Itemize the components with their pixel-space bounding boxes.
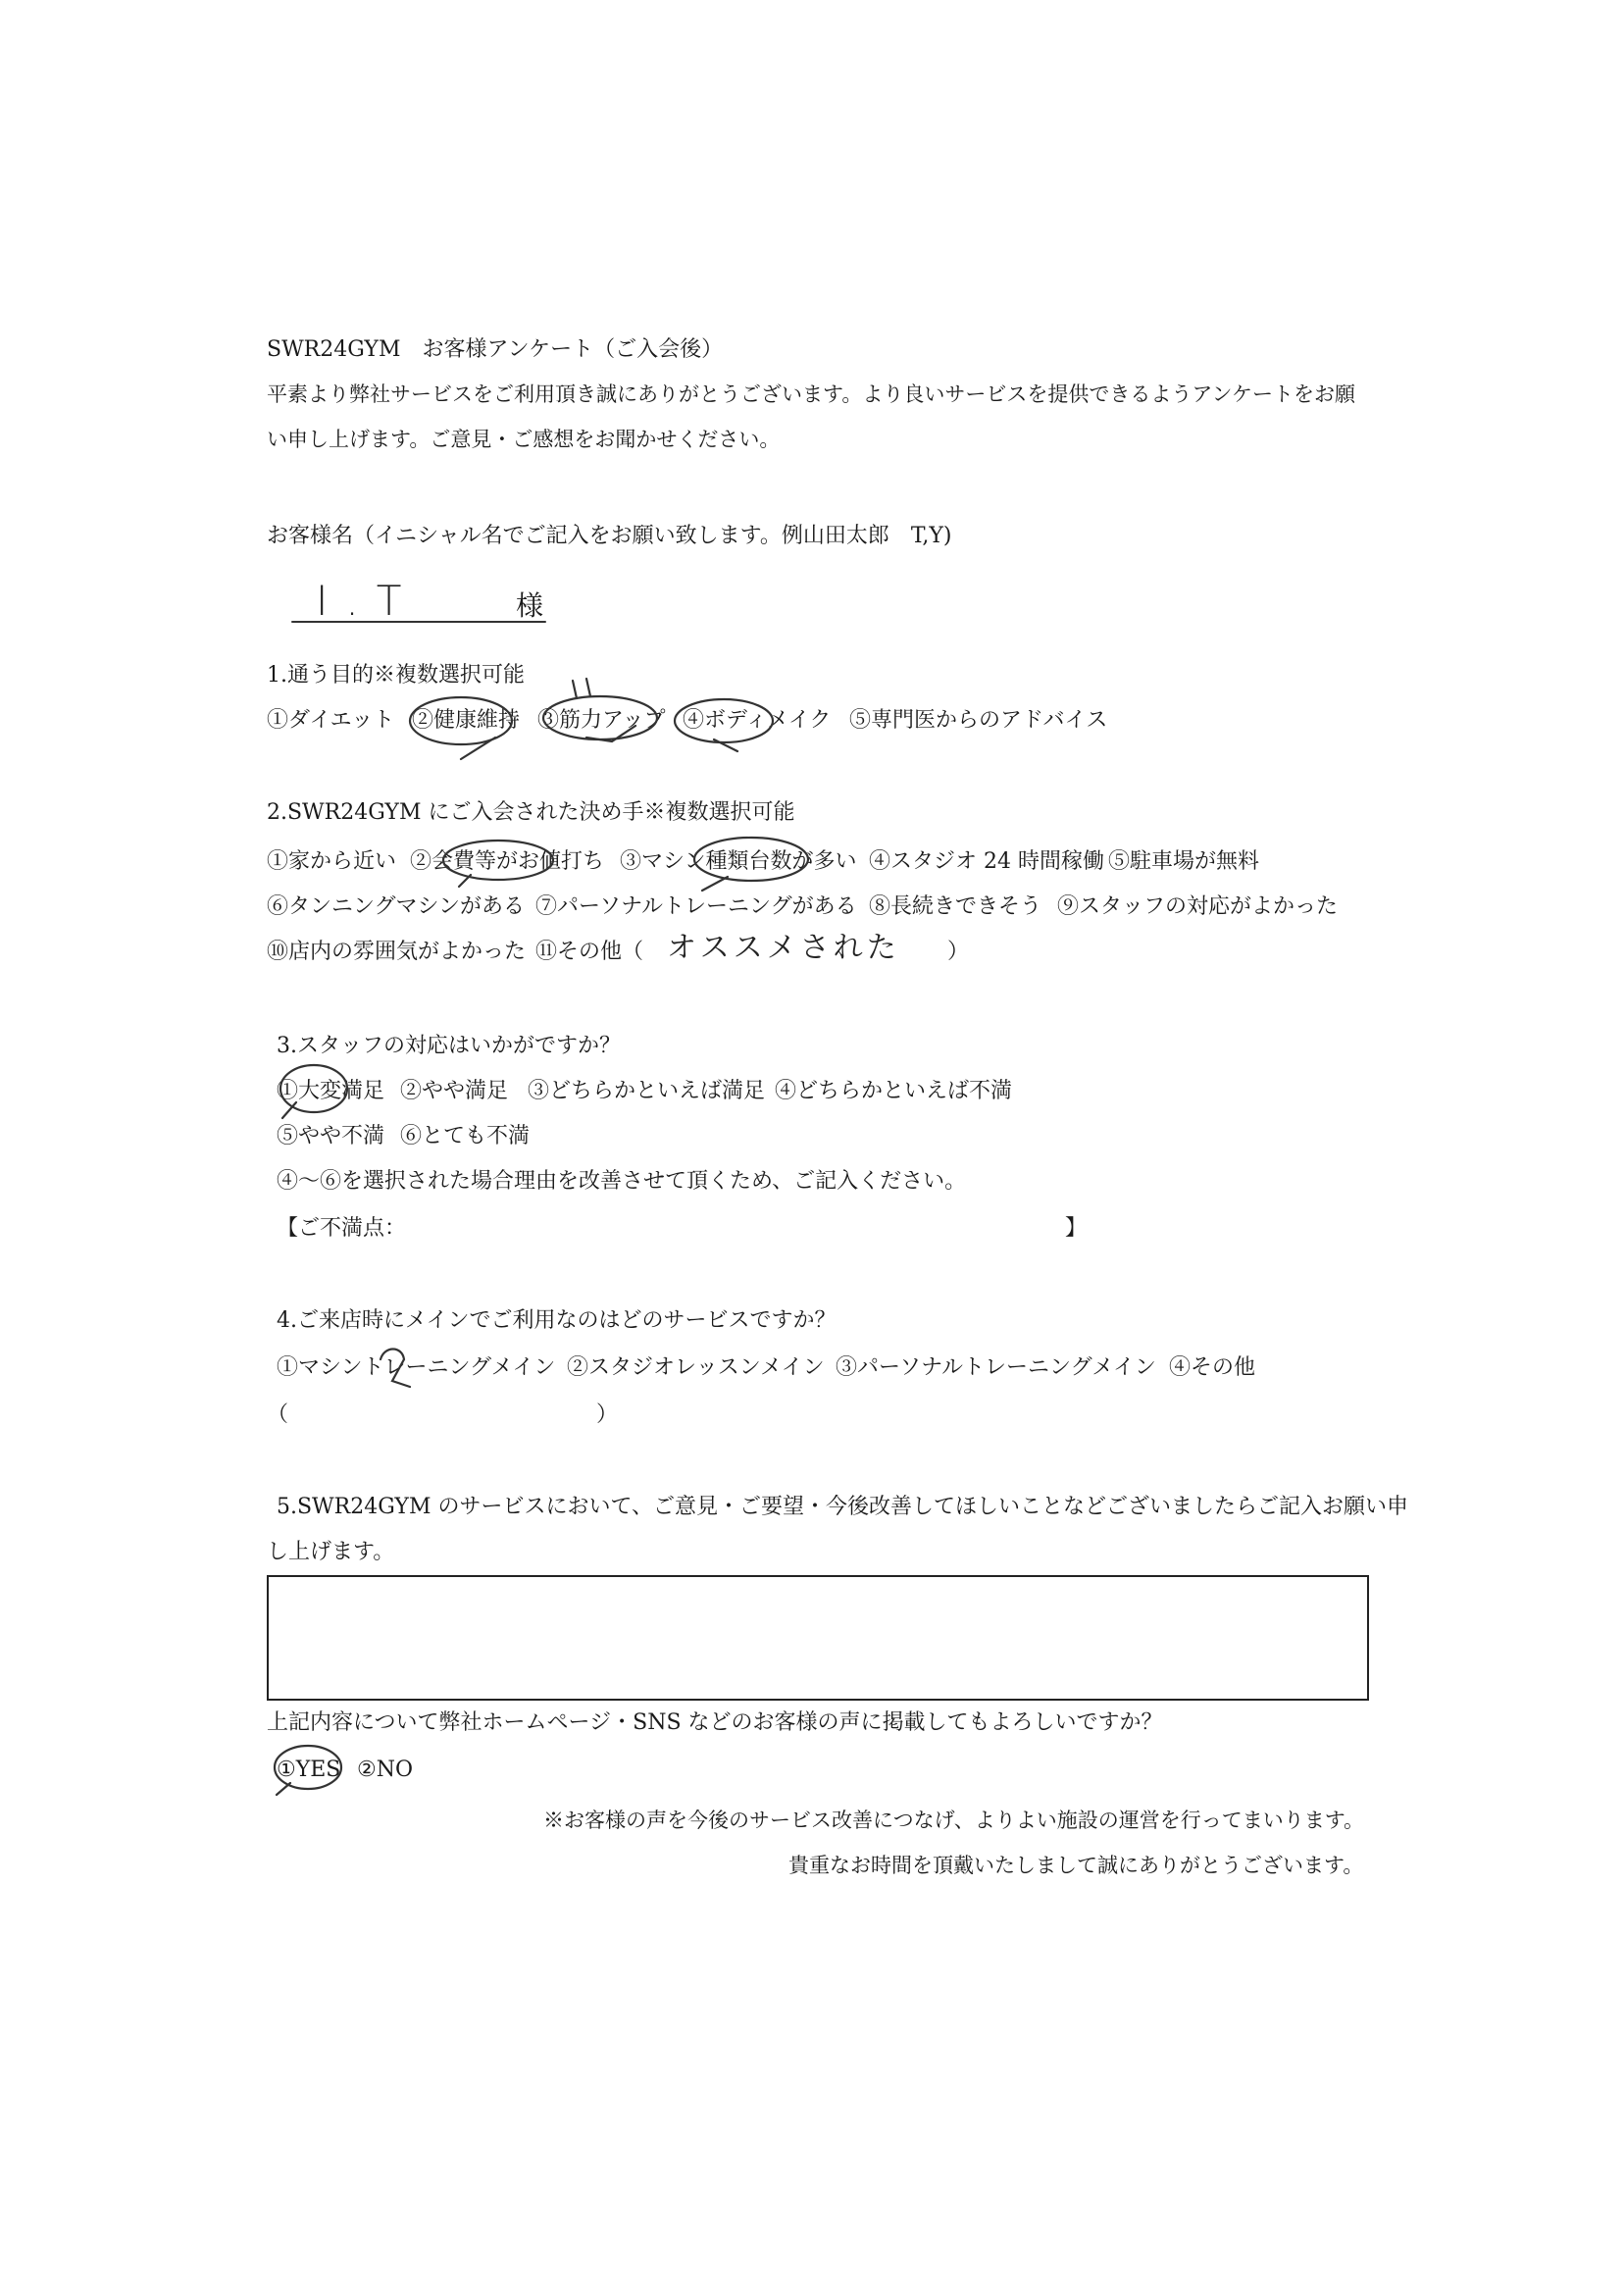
q1-tail-body [714, 739, 737, 751]
footer-note: ※お客様の声を今後のサービス改善につなげ、よりよい施設の運営を行ってまいります。 [543, 1809, 1365, 1832]
q3-complaint-field[interactable] [402, 1216, 1069, 1242]
q3-option-3[interactable]: ③どちらかといえば満足 [528, 1079, 766, 1103]
q3-tail-very-satisfied [282, 1102, 296, 1118]
q1-option-1[interactable]: ①ダイエット [267, 708, 395, 733]
q2-option-1[interactable]: ①家から近い [267, 849, 397, 874]
q4-option-1[interactable]: ①マシントレーニングメイン [277, 1355, 556, 1380]
q2-question: 2.SWR24GYM にご入会された決め手※複数選択可能 [267, 800, 795, 825]
q1-option-5[interactable]: ⑤専門医からのアドバイス [849, 708, 1108, 733]
q4-option-2[interactable]: ②スタジオレッスンメイン [567, 1355, 825, 1380]
survey-title: SWR24GYM お客様アンケート（ご入会後） [267, 337, 724, 362]
q5-question-line-2: し上げます。 [267, 1540, 395, 1564]
q2-option-11-label[interactable]: ⑪その他（ [535, 940, 644, 964]
q4-other-close-paren: ） [596, 1402, 619, 1427]
q1-option-2[interactable]: ②健康維持 [412, 708, 521, 733]
q1-tail-health [461, 738, 495, 759]
q2-tail-machines [702, 877, 728, 891]
q3-question: 3.スタッフの対応はいかがですか？ [277, 1034, 621, 1058]
consent-tail-yes [277, 1783, 290, 1795]
footer-thanks: 貴重なお時間を頂戴いたしまして誠にありがとうございます。 [788, 1854, 1364, 1877]
q2-option-8[interactable]: ⑧長続きできそう [869, 894, 1042, 919]
q1-option-4[interactable]: ④ボディメイク [683, 708, 832, 733]
q4-other-field[interactable] [290, 1402, 594, 1428]
q4-question: 4.ご来店時にメインでご利用なのはどのサービスですか？ [277, 1308, 837, 1333]
q3-followup-instruction: ④～⑥を選択された場合理由を改善させて頂くため、ご記入ください。 [277, 1169, 967, 1194]
q2-tail-fee [459, 875, 471, 887]
q3-option-2[interactable]: ②やや満足 [400, 1079, 509, 1103]
intro-line-2: い申し上げます。ご意見・ご感想をお聞かせください。 [267, 428, 781, 451]
customer-name-label: お客様名（イニシャル名でご記入をお願い致します。例山田太郎 T,Y) [267, 524, 952, 548]
honorific-suffix: 様 [516, 589, 544, 622]
q3-complaint-label: 【ご不満点： [277, 1216, 407, 1241]
consent-question: 上記内容について弊社ホームページ・SNS などのお客様の声に掲載してもよろしいですか？ [267, 1710, 1163, 1735]
q4-other-open-paren: （ [267, 1402, 289, 1427]
q3-option-4[interactable]: ④どちらかといえば不満 [775, 1079, 1013, 1103]
q2-option-4[interactable]: ④スタジオ 24 時間稼働 [869, 849, 1104, 874]
q3-option-1[interactable]: ①大変満足 [277, 1079, 385, 1103]
q1-question: 1.通う目的※複数選択可能 [267, 663, 525, 688]
q2-option-11-close: ） [947, 940, 970, 964]
q4-option-3[interactable]: ③パーソナルトレーニングメイン [836, 1355, 1156, 1380]
q2-option-6[interactable]: ⑥タンニングマシンがある [267, 894, 526, 919]
q2-other-handwritten[interactable]: オススメされた [667, 931, 900, 965]
q2-option-10[interactable]: ⑩店内の雰囲気がよかった [267, 940, 527, 964]
q2-option-9[interactable]: ⑨スタッフの対応がよかった [1057, 894, 1339, 919]
q5-question-line-1: 5.SWR24GYM のサービスにおいて、ご意見・ご要望・今後改善してほしいことなどございましたらご記入お願い申 [277, 1495, 1409, 1519]
q2-option-5[interactable]: ⑤駐車場が無料 [1108, 849, 1260, 874]
q5-comment-box[interactable] [267, 1575, 1369, 1701]
customer-initials-handwritten[interactable]: I.T [316, 577, 420, 625]
q2-option-7[interactable]: ⑦パーソナルトレーニングがある [535, 894, 857, 919]
consent-no-option[interactable]: ②NO [357, 1758, 414, 1782]
q3-option-6[interactable]: ⑥とても不満 [400, 1124, 531, 1148]
intro-line-1: 平素より弊社サービスをご利用頂き誠にありがとうございます。より良いサービスを提供できるようアンケートをお願 [267, 382, 1356, 406]
q3-option-5[interactable]: ⑤やや不満 [277, 1124, 385, 1148]
consent-yes-option[interactable]: ①YES [277, 1758, 341, 1782]
q4-option-4[interactable]: ④その他 [1169, 1355, 1256, 1380]
q2-option-2[interactable]: ②会費等がお値打ち [410, 849, 605, 874]
q3-complaint-close: 】 [1065, 1216, 1088, 1241]
q1-option-3[interactable]: ③筋力アップ [537, 708, 666, 733]
q2-option-3[interactable]: ③マシン種類台数が多い [620, 849, 857, 874]
q1-tick-marks [573, 679, 590, 698]
